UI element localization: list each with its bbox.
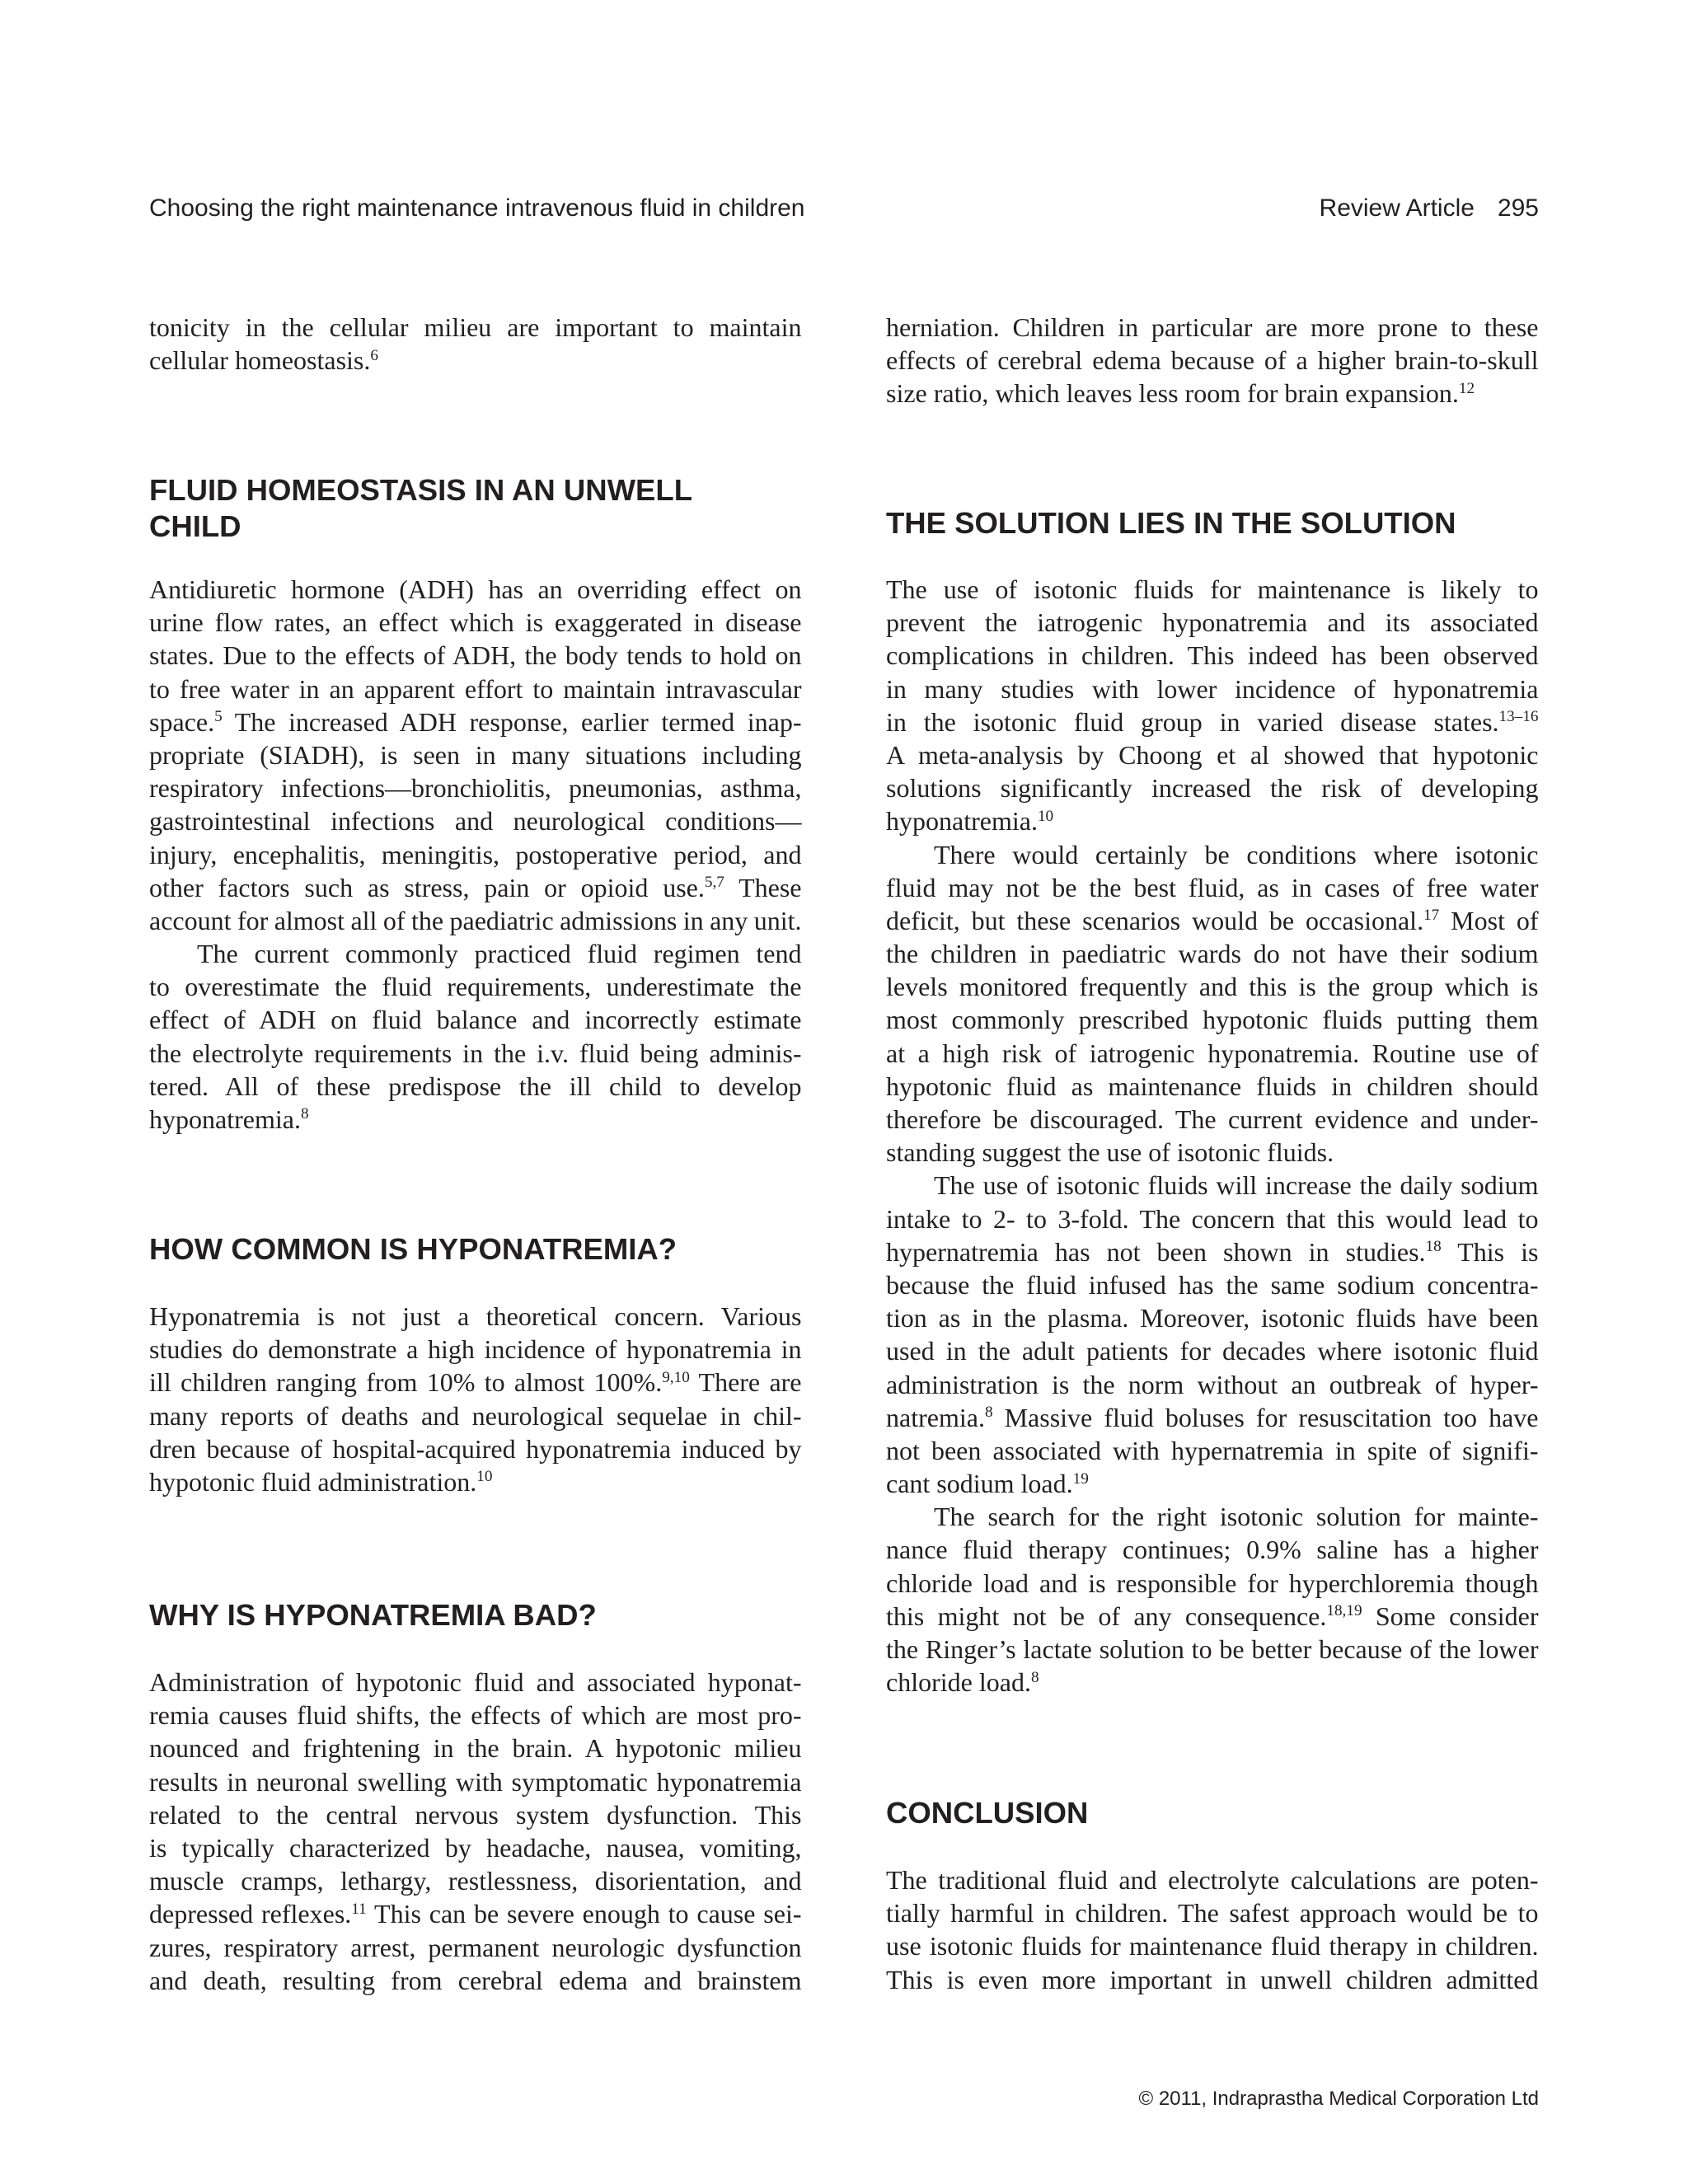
section-body-conclusion [886,1863,1539,1996]
text-run: space. [149,706,215,737]
heading-line [149,1231,802,1268]
paragraph [149,1300,802,1498]
line-text: not been associated with hypernatremia in spite of signifi- [886,1435,1539,1465]
text-line [149,1964,802,1997]
text-line [149,1300,802,1333]
text-run: hyponatremia. [886,806,1038,837]
text-line [149,1103,802,1136]
citation-superscript: 8 [984,1404,993,1422]
text-line [886,871,1539,904]
line-text: to overestimate the fluid requirements, underestimate the [149,972,802,1002]
text-line [886,639,1539,672]
line-text: the Ringer’s lactate solution to be better because of the lower [886,1634,1539,1664]
line-text: because the fluid infused has the same sodium concentra- [886,1269,1539,1300]
line-text: The use of isotonic fluids for maintenance is likely to [886,574,1539,604]
line-text: tially harmful in children. The safest approach would be to [886,1898,1539,1929]
text-line [886,1202,1539,1235]
line-text: WHY IS HYPONATREMIA BAD? [149,1598,597,1632]
line-text: CONCLUSION [886,1796,1089,1830]
heading-line [149,1597,802,1633]
line-text [149,345,378,375]
text-run: These [724,872,802,902]
text-line [149,1666,802,1699]
text-line [886,1103,1539,1136]
text-line [149,606,802,639]
text-line [149,673,802,705]
heading-line [149,472,802,509]
text-line [886,1070,1539,1103]
section-body-why-bad [149,1666,802,1997]
text-run: hypernatremia has not been shown in studies. [886,1236,1426,1267]
text-line [149,1897,802,1930]
citation-superscript: 19 [1072,1469,1089,1488]
running-title: Choosing the right maintenance intravenous fluid in children [149,194,805,222]
text-line [149,1864,802,1897]
line-text: and death, resulting from cerebral edema and brainstem [149,1965,802,1995]
line-text: CHILD [149,509,241,543]
line-text: The use of isotonic fluids will increase the daily sodium [934,1170,1539,1201]
line-text: administration is the norm without an outbreak of hyper- [886,1369,1539,1399]
line-text: propriate (SIADH), is seen in many situations including [149,739,802,770]
line-text: at a high risk of iatrogenic hyponatremia. Routine use of [886,1038,1539,1068]
line-text: injury, encephalitis, meningitis, postoperative period, and [149,839,802,869]
text-run: chloride load. [886,1667,1031,1698]
text-run: Massive fluid boluses for resuscitation too have [992,1402,1539,1432]
line-text: The traditional fluid and electrolyte calculations are poten- [886,1865,1539,1895]
text-line [886,1633,1539,1666]
text-line [149,344,802,377]
line-text: FLUID HOMEOSTASIS IN AN UNWELL [149,473,692,507]
heading-line [149,509,802,545]
text-line [149,1732,802,1765]
citation-superscript: 5 [214,708,223,726]
text-line [886,1003,1539,1036]
text-line [149,1399,802,1432]
citation-superscript: 8 [1030,1668,1039,1686]
citation-superscript: 11 [351,1900,367,1918]
text-line [149,705,802,738]
line-text: used in the adult patients for decades where isotonic fluid [886,1336,1539,1366]
text-line [149,1003,802,1036]
line-text: herniation. Children in particular are more prone to these [886,312,1539,342]
line-text: dren because of hospital-acquired hyponatremia induced by [149,1433,802,1464]
line-text: the children in paediatric wards do not have their sodium [886,939,1539,969]
paragraph [886,838,1539,1169]
line-text: complications in children. This indeed has been observed [886,640,1539,671]
citation-superscript: 12 [1458,379,1475,397]
line-text: levels monitored frequently and this is the group which is [886,972,1539,1002]
line-text: A meta-analysis by Choong et al showed that hypotonic [886,739,1539,770]
line-text: effect of ADH on fluid balance and incorrectly estimate [149,1005,802,1035]
text-line [886,1533,1539,1566]
line-text: tered. All of these predispose the ill child to develop [149,1071,802,1101]
text-line [886,1235,1539,1268]
text-line [886,1567,1539,1600]
line-text [149,1104,309,1134]
line-text: states. Due to the effects of ADH, the body tends to hold on [149,640,802,671]
line-text: effects of cerebral edema because of a higher brain-to-skull [886,345,1539,376]
line-text: urine flow rates, an effect which is exaggerated in disease [149,607,802,638]
line-text: Antidiuretic hormone (ADH) has an overriding effect on [149,574,802,604]
text-run: depressed reflexes. [149,1899,352,1929]
continued-text [149,311,802,377]
line-text: This is even more important in unwell children admitted [886,1964,1539,1994]
text-line [886,970,1539,1003]
text-line [149,970,802,1003]
line-text: respiratory infections—bronchiolitis, pneumonias, asthma, [149,773,802,804]
text-line [149,771,802,804]
line-text: use isotonic fluids for maintenance fluid therapy in children. [886,1931,1539,1961]
text-line [886,344,1539,377]
copyright-notice: © 2011, Indraprastha Medical Corporation Ltd [1138,2088,1539,2110]
line-text: in many studies with lower incidence of hyponatremia [886,673,1539,704]
text-line [149,871,802,904]
text-line [886,1301,1539,1334]
text-run: size ratio, which leaves less room for brain expansion. [886,378,1459,409]
text-line [886,1334,1539,1367]
line-text: zures, respiratory arrest, permanent neurologic dysfunction [149,1932,802,1962]
section-heading-conclusion [886,1795,1539,1831]
text-run: Most of [1439,905,1539,935]
line-text: remia causes fluid shifts, the effects of which are most pro- [149,1700,802,1731]
article-type: Review Article [1319,194,1475,222]
line-text [886,906,1539,935]
line-text: fluid may not be the best fluid, as in cases of free water [886,872,1539,902]
text-run: this might not be of any consequence. [886,1601,1327,1631]
text-line [886,738,1539,771]
line-text: is typically characterized by headache, nausea, vomiting, [149,1832,802,1863]
section-body-why-bad-continued [886,311,1539,410]
line-text [886,1403,1539,1432]
text-run: in the isotonic fluid group in varied disease states. [886,706,1499,737]
text-line [886,904,1539,937]
text-line [149,1037,802,1070]
text-line [149,804,802,837]
text-run: The increased ADH response, earlier termed inap- [222,706,802,737]
text-line [886,1963,1539,1996]
text-line [886,937,1539,970]
text-line [149,1432,802,1465]
text-line [886,1136,1539,1169]
text-run: cellular homeostasis. [149,345,371,376]
line-text: many reports of deaths and neurological sequelae in chil- [149,1400,802,1431]
text-line [886,1929,1539,1962]
line-text: intake to 2- to 3-fold. The concern that this would lead to [886,1203,1539,1234]
citation-superscript: 8 [300,1105,309,1123]
line-text: therefore be discouraged. The current evidence and under- [886,1104,1539,1134]
paragraph [149,937,802,1136]
line-text: nance fluid therapy continues; 0.9% saline has a higher [886,1535,1539,1565]
line-text: related to the central nervous system dysfunction. This [149,1799,802,1830]
text-line [149,1465,802,1498]
citation-superscript: 6 [370,346,378,364]
text-line [149,738,802,771]
line-text: Administration of hypotonic fluid and associated hyponat- [149,1667,802,1697]
text-line [149,1699,802,1732]
text-line [886,1037,1539,1070]
line-text [149,1899,802,1929]
line-text: to free water in an apparent effort to maintain intravascular [149,673,802,704]
text-line [886,1896,1539,1929]
text-run: natremia. [886,1402,985,1432]
line-text: gastrointestinal infections and neurological conditions— [149,806,802,837]
line-text [149,1367,802,1397]
section-heading-why-bad [149,1597,802,1633]
paragraph [886,1500,1539,1699]
text-line [886,1434,1539,1467]
text-line [886,1401,1539,1434]
text-line [149,311,802,344]
text-line [886,673,1539,705]
line-text: HOW COMMON IS HYPONATREMIA? [149,1232,678,1266]
text-line [886,1169,1539,1202]
line-text: nounced and frightening in the brain. A hypotonic milieu [149,1733,802,1764]
paragraph [149,1666,802,1997]
page-number: 295 [1497,194,1539,222]
line-text: Hyponatremia is not just a theoretical concern. Various [149,1301,802,1331]
section-heading-fluid-homeostasis [149,472,802,545]
text-line [886,838,1539,871]
text-line [886,1600,1539,1633]
text-line [886,1268,1539,1301]
text-run: This is [1441,1236,1539,1267]
line-text: The current commonly practiced fluid regimen tend [197,939,802,969]
citation-superscript: 10 [476,1468,493,1486]
text-line [149,1798,802,1831]
citation-superscript: 18,19 [1326,1602,1362,1620]
line-text [149,1467,492,1497]
text-run: This can be severe enough to cause sei- [366,1899,802,1929]
citation-superscript: 9,10 [662,1368,690,1386]
text-run: hypotonic fluid administration. [149,1466,477,1497]
text-line [149,904,802,937]
page-header-right [1320,194,1539,223]
paragraph [149,573,802,937]
line-text: The search for the right isotonic solution for mainte- [934,1502,1539,1532]
line-text: There would certainly be conditions where isotonic [934,839,1539,869]
line-text: hypotonic fluid as maintenance fluids in children should [886,1071,1539,1101]
text-line [149,1070,802,1103]
line-text [886,1667,1039,1697]
line-text: the electrolyte requirements in the i.v. fluid being adminis- [149,1038,802,1068]
text-run: other factors such as stress, pain or opioid use. [149,872,705,902]
section-heading-how-common [149,1231,802,1268]
line-text: standing suggest the use of isotonic fluids. [886,1137,1334,1168]
paragraph [886,1863,1539,1996]
section-body-how-common [149,1300,802,1498]
citation-superscript: 13–16 [1498,708,1539,726]
paragraph [886,1169,1539,1500]
text-line [886,573,1539,606]
text-line [886,311,1539,344]
heading-line [886,505,1539,541]
line-text: tonicity in the cellular milieu are important to maintain [149,312,802,342]
paragraph [886,311,1539,410]
line-text: results in neuronal swelling with symptomatic hyponatremia [149,1766,802,1797]
citation-superscript: 10 [1037,807,1054,825]
text-run: deficit, but these scenarios would be occasional. [886,905,1424,935]
text-run: ill children ranging from 10% to almost 100%. [149,1367,663,1398]
line-text [886,806,1053,836]
text-line [149,937,802,970]
paragraph [149,311,802,377]
text-line [886,606,1539,639]
paragraph [886,573,1539,838]
text-run: hyponatremia. [149,1104,301,1134]
text-line [886,1863,1539,1896]
text-run: There are [689,1367,802,1398]
text-line [149,838,802,871]
text-line [149,1333,802,1366]
section-body-solution [886,573,1539,1699]
citation-superscript: 5,7 [704,874,724,892]
section-heading-solution [886,505,1539,541]
citation-superscript: 18 [1425,1238,1442,1256]
line-text [149,707,802,737]
citation-superscript: 17 [1423,907,1440,925]
line-text [886,707,1539,737]
line-text: prevent the iatrogenic hyponatremia and its associated [886,607,1539,638]
text-line [149,639,802,672]
section-body-fluid-homeostasis [149,573,802,1136]
line-text [886,1469,1089,1498]
line-text [886,1237,1539,1267]
text-line [149,1366,802,1399]
line-text [886,378,1475,408]
line-text: studies do demonstrate a high incidence of hyponatremia in [149,1334,802,1365]
text-line [886,1467,1539,1500]
line-text: account for almost all of the paediatric admissions in any unit. [149,905,802,935]
text-line [886,705,1539,738]
text-line [149,1931,802,1964]
line-text: most commonly prescribed hypotonic fluids putting them [886,1005,1539,1035]
line-text: tion as in the plasma. Moreover, isotonic fluids have been [886,1303,1539,1333]
text-line [886,1500,1539,1533]
line-text: muscle cramps, lethargy, restlessness, disorientation, and [149,1866,802,1896]
text-line [149,1831,802,1864]
text-line [886,804,1539,837]
line-text: THE SOLUTION LIES IN THE SOLUTION [886,506,1456,540]
text-line [149,573,802,606]
line-text: solutions significantly increased the risk of developing [886,773,1539,804]
text-line [886,1666,1539,1699]
line-text: chloride load and is responsible for hyperchloremia though [886,1568,1539,1598]
text-line [886,771,1539,804]
text-run: Some consider [1362,1601,1539,1631]
text-line [886,377,1539,410]
heading-line [886,1795,1539,1831]
line-text [886,1601,1539,1631]
text-line [886,1368,1539,1401]
text-line [149,1765,802,1798]
text-run: cant sodium load. [886,1469,1073,1499]
line-text [149,873,802,902]
